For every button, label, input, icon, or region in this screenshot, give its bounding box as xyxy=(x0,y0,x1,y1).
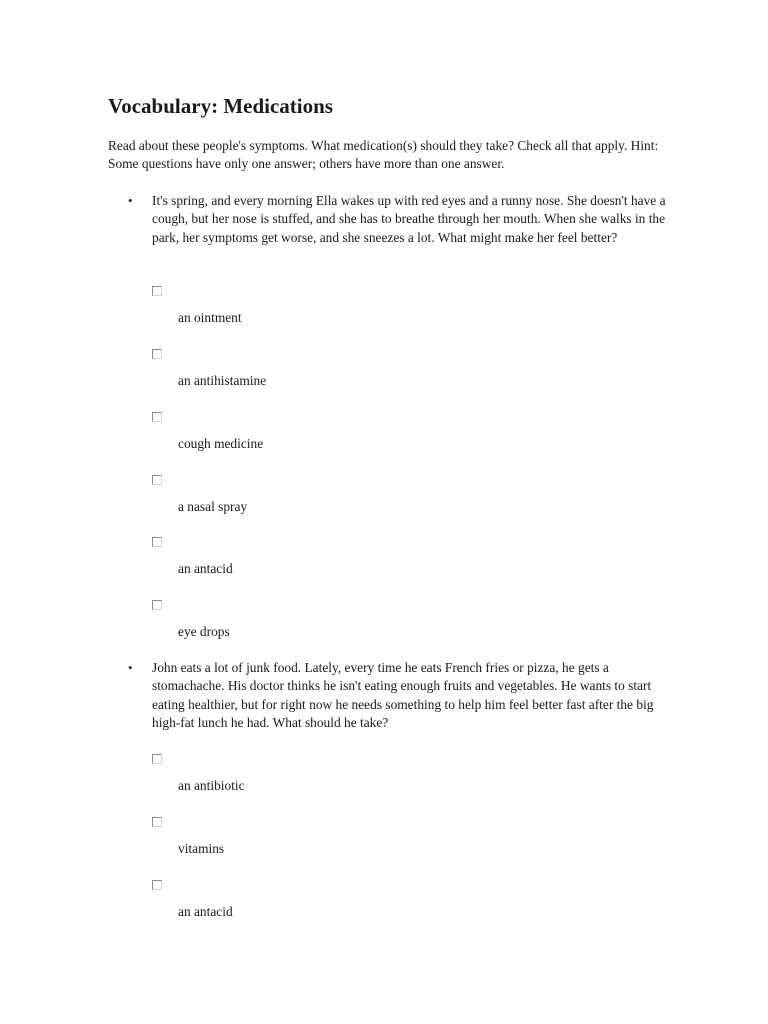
checkbox[interactable] xyxy=(152,475,162,485)
checkbox[interactable] xyxy=(152,600,162,610)
option-antacid xyxy=(152,537,452,577)
option-antihistamine xyxy=(152,349,452,389)
option-label: eye drops xyxy=(178,624,230,639)
option-eye-drops xyxy=(152,600,452,640)
checkbox[interactable] xyxy=(152,754,162,764)
option-cough-medicine xyxy=(152,412,452,452)
checkbox[interactable] xyxy=(152,537,162,547)
option-label: vitamins xyxy=(178,841,225,856)
bullet-icon: • xyxy=(128,193,133,208)
checkbox[interactable] xyxy=(152,412,162,422)
option-ointment xyxy=(152,286,452,326)
option-label: a nasal spray xyxy=(178,499,248,514)
option-label: an antihistamine xyxy=(178,373,267,388)
checkbox[interactable] xyxy=(152,880,162,890)
option-antibiotic xyxy=(152,754,452,794)
question-text: It's spring, and every morning Ella wakes up with red eyes and a runny nose. She doesn't have a cough, but her nose is stuffed, and she has to breathe through her mouth. When she walks in the park, her symptoms get worse, and she sneezes a lot. What might make her feel better? xyxy=(152,193,666,245)
option-label: an antacid xyxy=(178,904,233,919)
option-label: cough medicine xyxy=(178,436,264,451)
page-title: Vocabulary: Medications xyxy=(108,94,333,118)
checkbox[interactable] xyxy=(152,817,162,827)
option-label: an antacid xyxy=(178,561,233,576)
option-antacid xyxy=(152,880,452,920)
option-label: an antibiotic xyxy=(178,778,245,793)
question-text: John eats a lot of junk food. Lately, every time he eats French fries or pizza, he gets a stomachache. His doctor thinks he isn't eating enough fruits and vegetables. He wants to start eating healthier, but for right now he needs something to help him feel better fast after the big high-fat lunch he had. What should he take? xyxy=(152,660,654,730)
checkbox[interactable] xyxy=(152,349,162,359)
checkbox[interactable] xyxy=(152,286,162,296)
option-label: an ointment xyxy=(178,310,242,325)
bullet-icon: • xyxy=(128,660,133,675)
option-nasal-spray xyxy=(152,475,452,515)
instructions: Read about these people's symptoms. What medication(s) should they take? Check all that apply. Hint: Some questions have only one answer; others have more than one answer. xyxy=(108,138,659,172)
option-vitamins xyxy=(152,817,452,857)
